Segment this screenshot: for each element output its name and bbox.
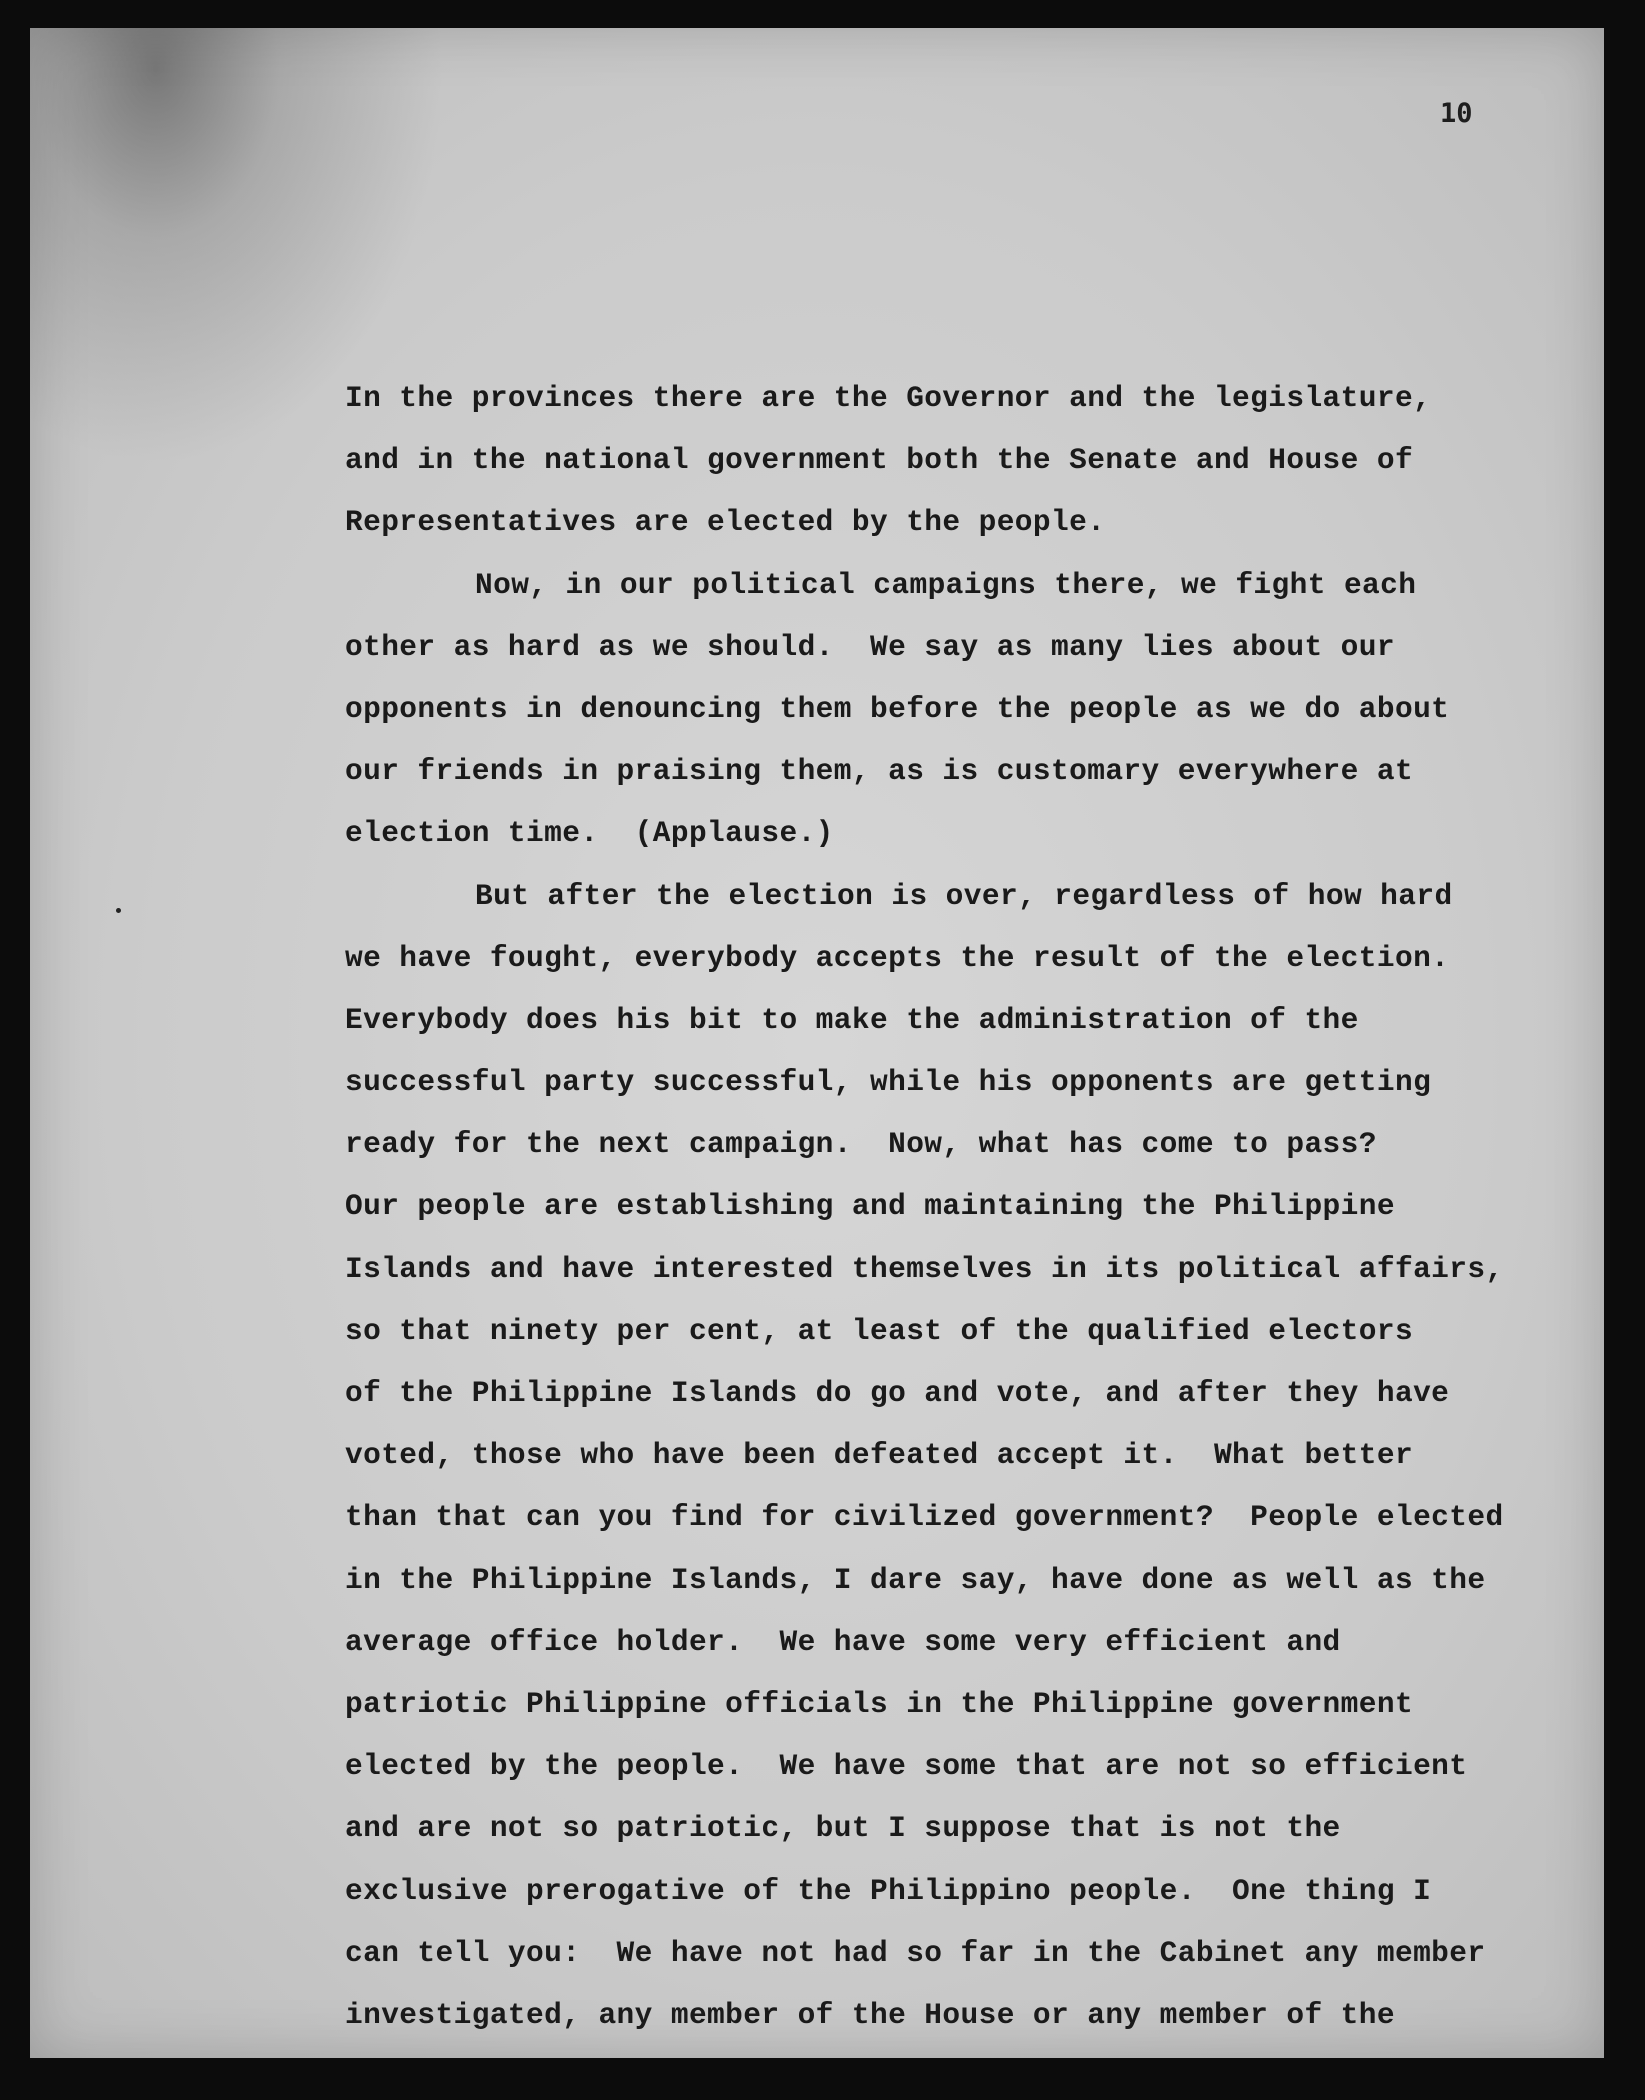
text-line: and are not so patriotic, but I suppose that is not the <box>345 1811 1341 1846</box>
text-line: But after the election is over, regardless of how hard <box>475 878 1453 913</box>
text-line: exclusive prerogative of the Philippino people. One thing I <box>345 1873 1432 1908</box>
text-line: Everybody does his bit to make the administration of the <box>345 1002 1359 1037</box>
text-line: than that can you find for civilized government? People elected <box>345 1500 1504 1535</box>
text-line: patriotic Philippine officials in the Philippine government <box>345 1686 1414 1721</box>
text-line: investigated, any member of the House or any member of the <box>345 1997 1395 2032</box>
text-line: successful party successful, while his opponents are getting <box>345 1065 1432 1100</box>
text-line: average office holder. We have some very efficient and <box>345 1624 1341 1659</box>
text-line: voted, those who have been defeated accept it. What better <box>345 1438 1414 1473</box>
page-number: 10 <box>1440 98 1473 129</box>
document-page <box>30 28 1604 2058</box>
text-line: our friends in praising them, as is customary everywhere at <box>345 754 1414 789</box>
text-line: Now, in our political campaigns there, we fight each <box>475 567 1417 602</box>
text-line: ready for the next campaign. Now, what has come to pass? <box>345 1127 1377 1162</box>
text-line: can tell you: We have not had so far in the Cabinet any member <box>345 1935 1486 1970</box>
text-line: and in the national government both the Senate and House of <box>345 443 1414 478</box>
text-line: so that ninety per cent, at least of the qualified electors <box>345 1313 1414 1348</box>
text-line: In the provinces there are the Governor and the legislature, <box>345 381 1432 415</box>
body-text <box>345 376 1585 2055</box>
text-line: elected by the people. We have some that are not so efficient <box>345 1749 1468 1784</box>
text-line: we have fought, everybody accepts the result of the election. <box>345 940 1450 975</box>
text-line: election time. (Applause.) <box>345 816 834 851</box>
ink-speck <box>116 908 121 913</box>
text-line: Our people are establishing and maintaining the Philippine <box>345 1189 1395 1224</box>
text-line: other as hard as we should. We say as many lies about our <box>345 629 1395 664</box>
text-line: Islands and have interested themselves in its political affairs, <box>345 1251 1504 1286</box>
text-line: of the Philippine Islands do go and vote, and after they have <box>345 1376 1450 1410</box>
text-line: Representatives are elected by the people. <box>345 505 1106 540</box>
text-line: opponents in denouncing them before the people as we do about <box>345 691 1450 726</box>
text-line: in the Philippine Islands, I dare say, have done as well as the <box>345 1562 1486 1597</box>
